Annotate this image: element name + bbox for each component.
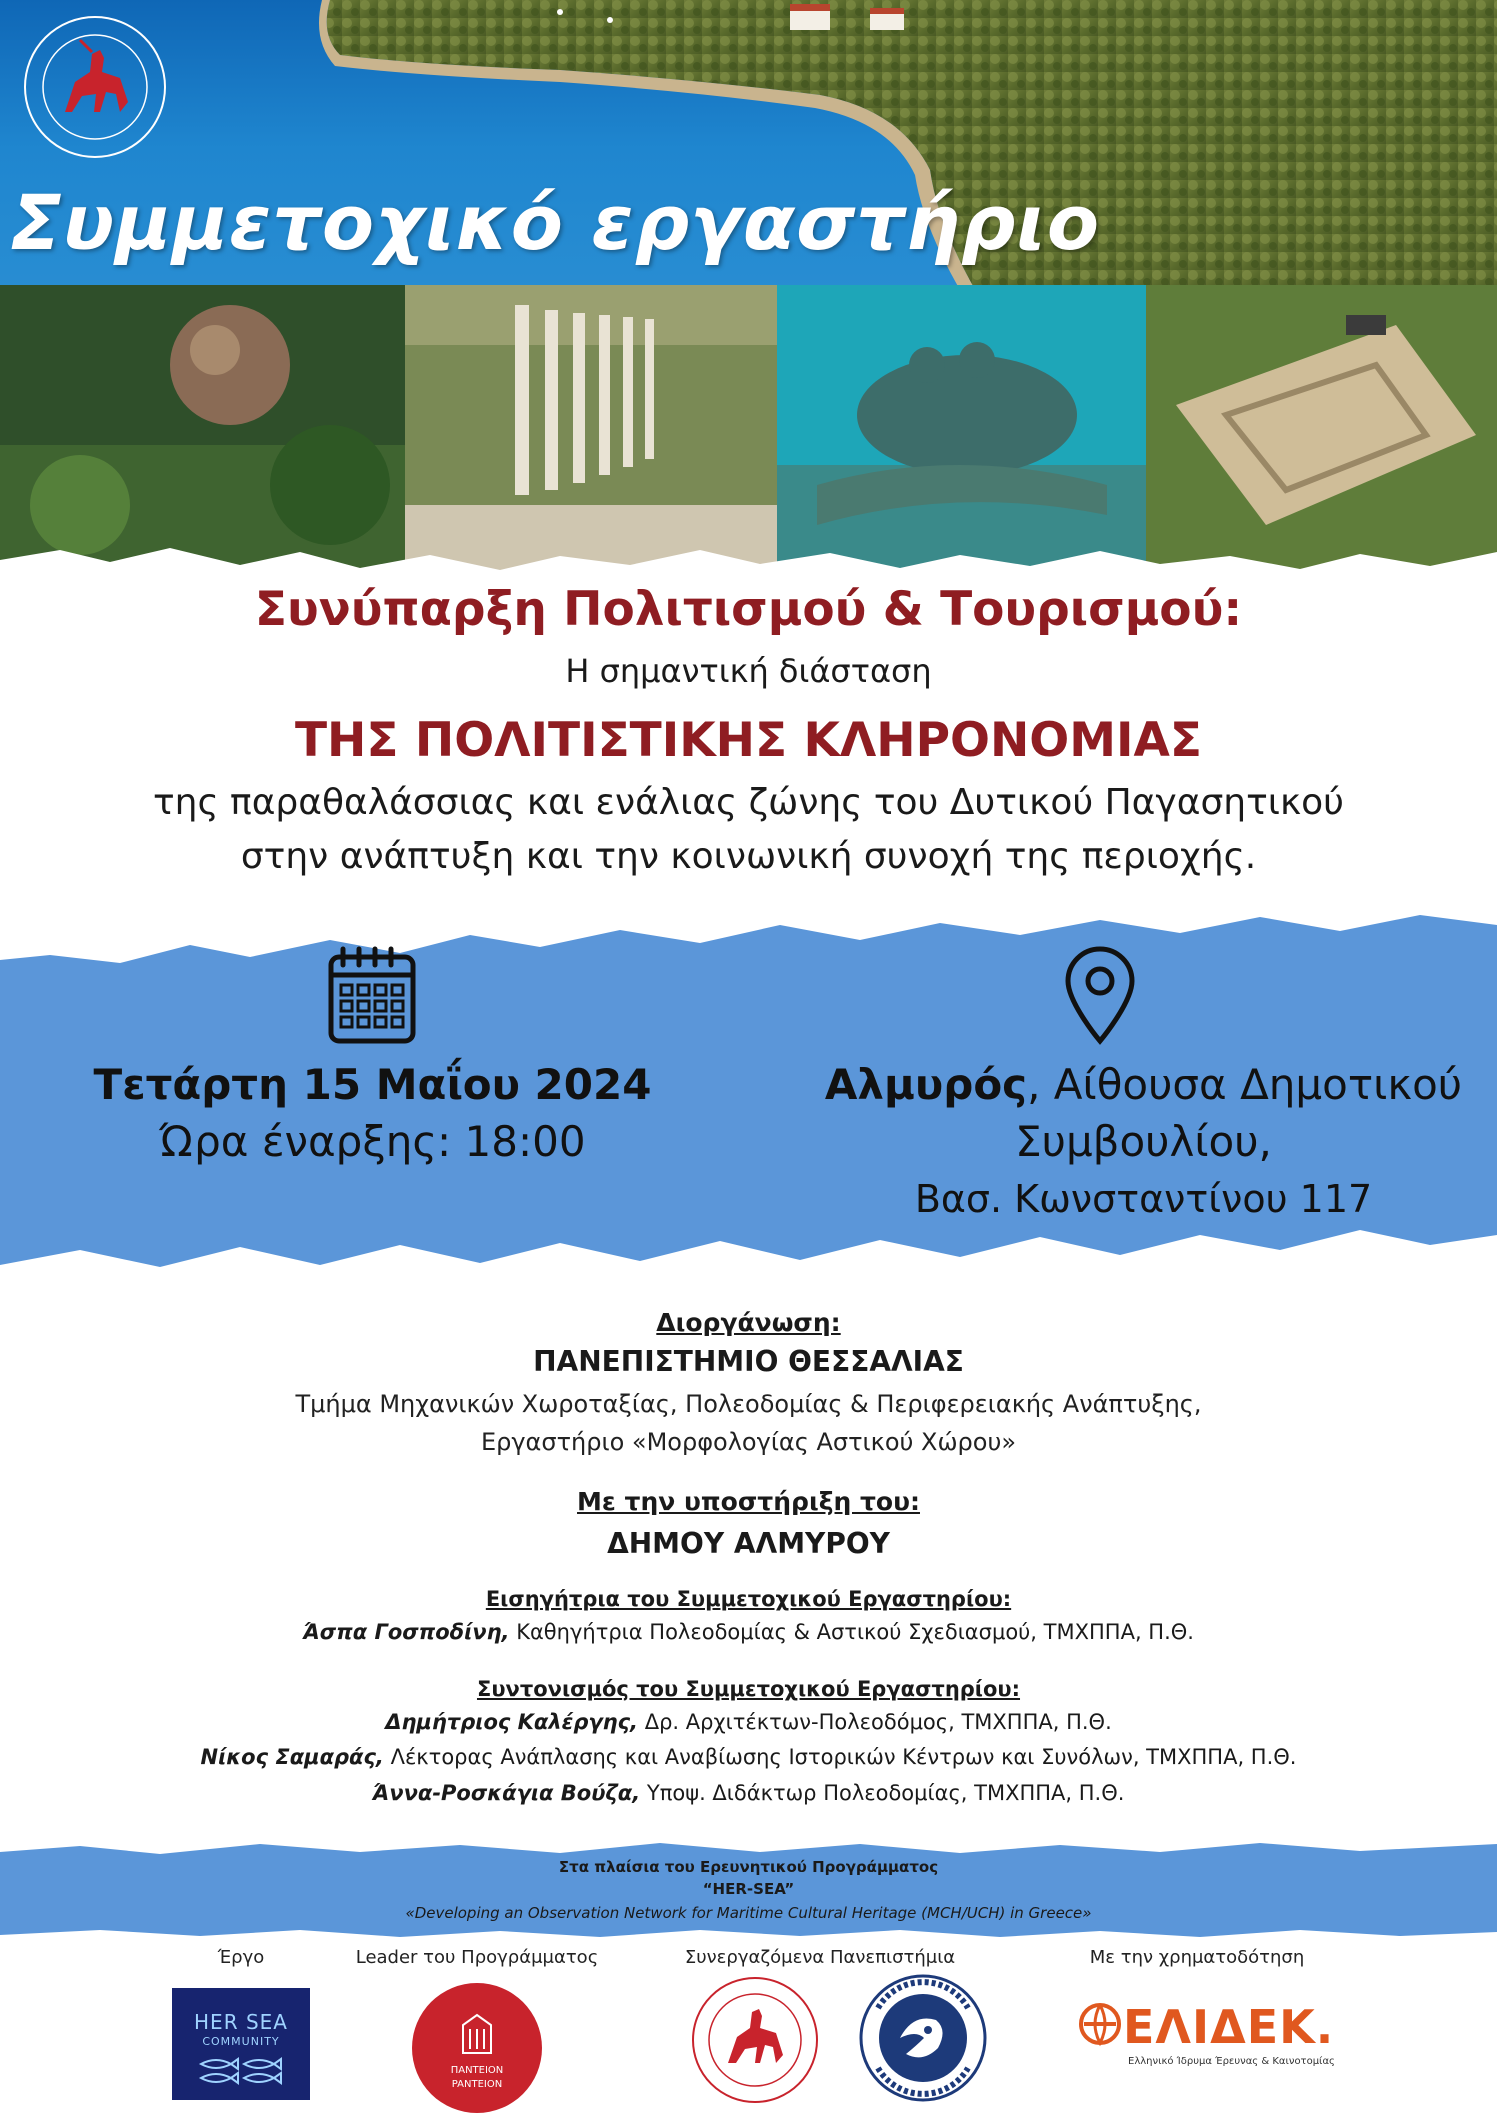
coordination-label: Συντονισμός του Συμμετοχικού Εργαστηρίου: (476, 1677, 1021, 1701)
location-pin-icon (1060, 945, 1140, 1045)
university-of-thessaly-seal-logo (20, 12, 170, 162)
elidek-emblem-icon (1078, 2000, 1122, 2048)
her-sea-logo-title: HER SEA (194, 2010, 288, 2034)
coordinator (0, 1710, 1497, 1734)
coordinator (0, 1745, 1497, 1769)
event-venue-city: Αλμυρός (824, 1060, 1028, 1109)
rapporteur (0, 1620, 1497, 1644)
caption-leader: Leader του Προγράμματος (355, 1947, 599, 1968)
caption-project: Έργο (217, 1947, 265, 1968)
event-venue-hall: , Αίθουσα Δημοτικού (1027, 1060, 1463, 1109)
intro-heading: Συνύπαρξη Πολιτισμού & Τουρισμού: (254, 582, 1243, 637)
intro-caps-heading: ΤΗΣ ΠΟΛΙΤΙΣΤΙΚΗΣ ΚΛΗΡΟΝΟΜΙΑΣ (295, 713, 1202, 768)
organizer-lab: Εργαστήριο «Μορφολογίας Αστικού Χώρου» (480, 1428, 1017, 1456)
hero-coast-photo (0, 0, 1497, 330)
her-sea-logo-subtitle: COMMUNITY (202, 2035, 280, 2048)
program-intro: Στα πλαίσια του Ερευνητικού Προγράμματος (558, 1858, 939, 1876)
coordinator-name: Δημήτριος Καλέργης, (385, 1710, 639, 1734)
torn-paper-edge (0, 520, 1497, 590)
organizer-label: Διοργάνωση: (656, 1308, 841, 1337)
support-name: ΔΗΜΟΥ ΑΛΜΥΡΟΥ (607, 1527, 890, 1560)
coordinator-name: Άννα-Ροσκάγια Βούζα, (372, 1781, 641, 1805)
university-of-the-aegean-logo (858, 1968, 988, 2108)
intro-subheading: Η σημαντική διάσταση (565, 652, 932, 690)
rapporteur-name: Άσπα Γοσποδίνη, (303, 1620, 510, 1644)
panteion-name-latin: PANTEION (451, 2079, 503, 2090)
coordinator-role: Λέκτορας Ανάπλασης και Αναβίωσης Ιστορικών Κέντρων και Συνόλων, ΤΜΧΠΠΑ, Π.Θ. (383, 1745, 1297, 1769)
hero-banner (0, 0, 1497, 330)
support-label: Με την υποστήριξη του: (577, 1487, 920, 1516)
her-sea-community-logo (172, 1988, 310, 2100)
fish-icon (196, 2056, 286, 2086)
elidek-logo-text: ΕΛΙΔΕΚ. (1123, 2000, 1335, 2054)
panteion-university-logo (412, 1983, 542, 2113)
event-venue-address: Βασ. Κωνσταντίνου 117 (914, 1177, 1373, 1221)
coordinator (0, 1781, 1497, 1805)
event-start-time: Ώρα έναρξης: 18:00 (159, 1117, 586, 1166)
event-venue-line-2: Συμβουλίου, (1015, 1117, 1272, 1166)
event-date: Τετάρτη 15 Μαΐου 2024 (93, 1060, 652, 1109)
panteion-emblem-icon (459, 2013, 495, 2057)
rapporteur-label: Εισηγήτρια του Συμμετοχικού Εργαστηρίου: (485, 1587, 1012, 1611)
coordinator-role: Δρ. Αρχιτέκτων-Πολεοδόμος, ΤΜΧΠΠΑ, Π.Θ. (638, 1710, 1112, 1734)
calendar-icon (327, 945, 417, 1045)
organizer-name: ΠΑΝΕΠΙΣΤΗΜΙΟ ΘΕΣΣΑΛΙΑΣ (533, 1345, 964, 1378)
intro-line-2: στην ανάπτυξη και την κοινωνική συνοχή της περιοχής. (240, 836, 1257, 877)
caption-partners: Συνεργαζόμενα Πανεπιστήμια (684, 1947, 956, 1968)
caption-funding: Με την χρηματοδότηση (1089, 1947, 1305, 1968)
organizer-department: Τμήμα Μηχανικών Χωροταξίας, Πολεοδομίας & Περιφερειακής Ανάπτυξης, (295, 1390, 1202, 1418)
coordinator-role: Υποψ. Διδάκτωρ Πολεοδομίας, ΤΜΧΠΠΑ, Π.Θ. (640, 1781, 1125, 1805)
program-name: “HER-SEA” (702, 1880, 795, 1898)
panteion-name-greek: ΠΑΝΤΕΙΟΝ (450, 2065, 504, 2076)
elidek-subtitle: Ελληνικό Ίδρυμα Έρευνας & Καινοτομίας (1128, 2056, 1335, 2067)
coordinator-name: Νίκος Σαμαράς, (200, 1745, 384, 1769)
hero-title: Συμμετοχικό εργαστήριο (10, 178, 1101, 267)
event-venue-line-1 (790, 1060, 1497, 1109)
rapporteur-role: Καθηγήτρια Πολεοδομίας & Αστικού Σχεδιασμού, ΤΜΧΠΠΑ, Π.Θ. (509, 1620, 1194, 1644)
program-full-title: «Developing an Observation Network for Maritime Cultural Heritage (MCH/UCH) in Greece» (405, 1904, 1092, 1922)
university-of-thessaly-logo (690, 1975, 820, 2105)
intro-line-1: της παραθαλάσσιας και ενάλιας ζώνης του Δυτικού Παγασητικού (152, 782, 1345, 823)
